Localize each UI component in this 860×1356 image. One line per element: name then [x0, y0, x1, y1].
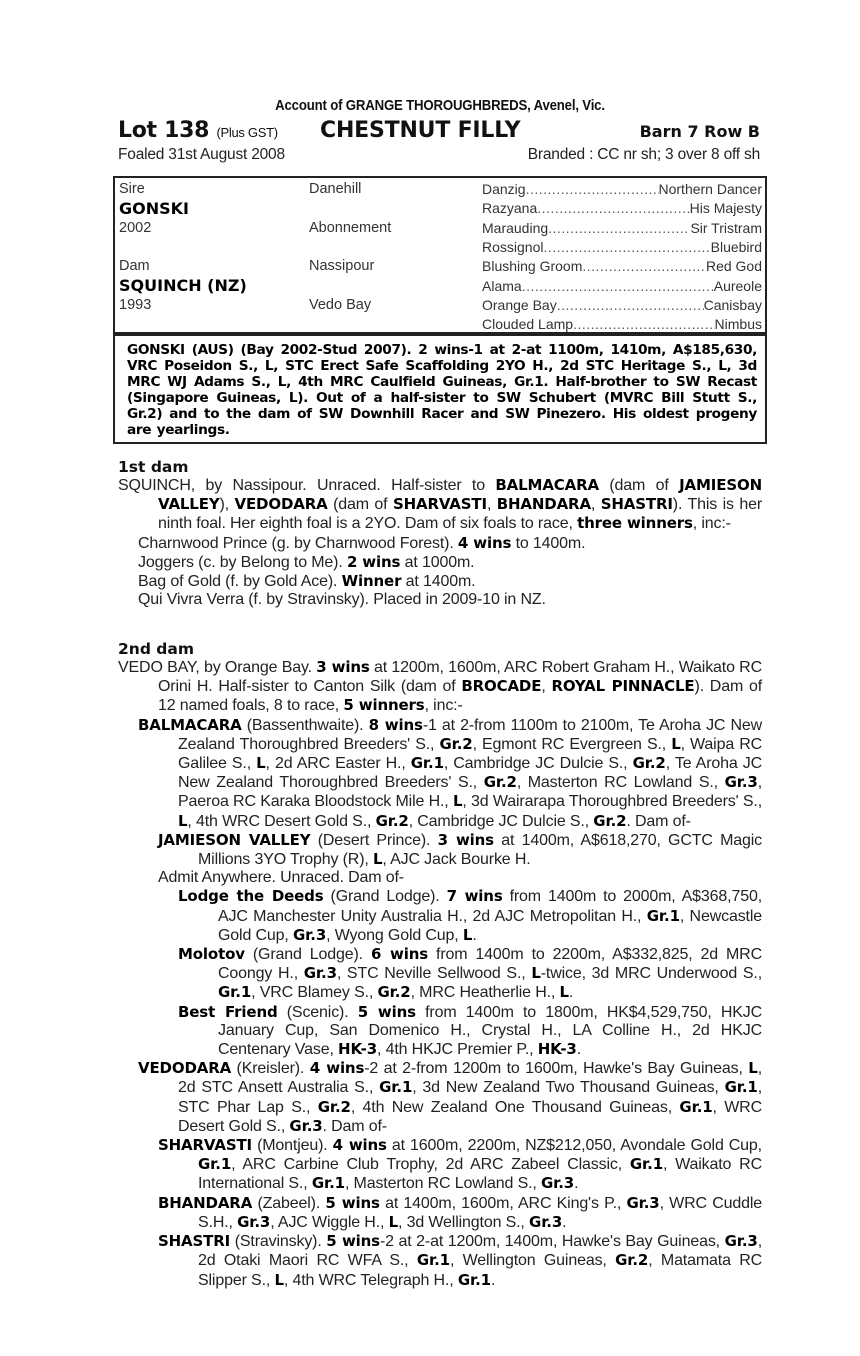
- text: .: [574, 1175, 579, 1193]
- text: VEDO BAY, by Orange Bay.: [118, 659, 317, 676]
- sire-label: Sire: [119, 181, 145, 197]
- text: , Wyong Gold Cup,: [326, 926, 463, 944]
- text: , Egmont RC Evergreen S.,: [472, 735, 672, 753]
- sire-summary-text: GONSKI (AUS) (Bay 2002-Stud 2007). 2 wins-1 at 2-at 1100m, 1410m, A$185,630, VRC Poseidon S., L, STC Erect Safe Scaffolding 2YO H., 2d STC Heritage S., L, 3d MRC WJ Adams S., L, 4th MRC Caulfield Guineas, Gr.1. Half-brother to SW Recast (Singapore Guineas, L). Out of a half-sister to SW Schubert (MVRC Bill Stutt S., Gr.2) and to the dam of SW Downhill Racer and SW Pinezero. His oldest progeny are yearlings.: [127, 342, 757, 438]
- text: .: [472, 926, 477, 944]
- wins: 2 wins: [346, 552, 401, 571]
- text: , 2d ARC Easter H.,: [265, 755, 411, 773]
- grade: Gr.1: [416, 1251, 450, 1270]
- text: -1 at 2-from 1100m to 2100m, Te Aroha JC New Zealand Thoroughbred Breeders' S.,: [178, 716, 763, 753]
- grade: Gr.1: [629, 1155, 663, 1174]
- wins: 8 wins: [368, 715, 423, 734]
- wins: 3 wins: [437, 830, 494, 849]
- progeny-entry: [138, 553, 762, 572]
- text: , AJC Wiggle H.,: [270, 1213, 389, 1231]
- great-grandparent-row: [482, 296, 762, 315]
- grade: Gr.3: [626, 1193, 660, 1212]
- great-grandparent-row: [482, 257, 762, 276]
- leader-dots: [543, 238, 710, 257]
- progeny-entry-lodge-the-deeds: [178, 887, 762, 945]
- great-grandparent-row: [482, 180, 762, 199]
- bold-name: JAMIESON VALLEY: [158, 830, 311, 849]
- gg-sire: Bluebird: [710, 239, 762, 255]
- pedigree-box: [113, 176, 767, 334]
- progeny-entry: [138, 534, 762, 553]
- leader-dots: [573, 315, 714, 334]
- great-grandparent-row: [482, 238, 762, 257]
- sire-year: 2002: [119, 220, 152, 236]
- text: , MRC Heatherlie H.,: [410, 984, 560, 1002]
- text: -2 at 2-at 1200m, 1400m, Hawke's Bay Guineas,: [379, 1233, 725, 1251]
- sire-summary-box: [113, 334, 767, 444]
- second-dam-intro: [118, 658, 762, 716]
- grade: L: [531, 964, 541, 983]
- foaled-date: Foaled 31st August 2008: [118, 146, 285, 163]
- granddam-maternal: Vedo Bay: [309, 297, 372, 313]
- text: , STC Phar Lap S.,: [178, 1079, 762, 1116]
- text: at 1400m.: [401, 573, 476, 591]
- grade: Gr.2: [377, 983, 411, 1002]
- bold-name: SHASTRI: [600, 495, 673, 514]
- dam-name: SQUINCH (NZ): [119, 276, 247, 295]
- text: , inc:-: [692, 515, 731, 533]
- progeny-entry-best-friend: [178, 1003, 762, 1060]
- grade: L: [462, 925, 473, 944]
- grade: L: [274, 1270, 284, 1289]
- text: , VRC Blamey S.,: [251, 984, 378, 1002]
- text: .: [490, 1271, 496, 1289]
- text: , 4th HKJC Premier P.,: [376, 1041, 538, 1059]
- gg-sire: Northern Dancer: [658, 181, 762, 197]
- leader-dots: [526, 180, 659, 199]
- gg-sire: His Majesty: [689, 200, 762, 216]
- progeny-entry: [138, 572, 762, 591]
- gg-name: Danzig: [482, 181, 526, 197]
- horse-type: CHESTNUT FILLY: [320, 118, 521, 143]
- grade: Gr.3: [303, 964, 337, 983]
- grade: L: [671, 734, 681, 753]
- great-grandparent-row: [482, 277, 762, 296]
- grade: L: [748, 1059, 758, 1078]
- progeny-entry-bhandara: [158, 1194, 762, 1232]
- gg-sire: Red God: [705, 258, 762, 274]
- text: at 1400m, 1600m, ARC King's P.,: [379, 1194, 627, 1212]
- text: from 1400m to 2200m, A$332,825, 2d MRC Coongy H.,: [218, 946, 762, 983]
- gg-name: Razyana: [482, 200, 538, 216]
- wins: 4 wins: [457, 533, 512, 552]
- lot-number: [118, 118, 278, 146]
- text: Charnwood Prince (g. by Charnwood Forest).: [138, 534, 458, 552]
- wins: Winner: [341, 572, 402, 591]
- text: . Dam of-: [322, 1117, 387, 1135]
- text: ,: [541, 678, 552, 696]
- first-dam-section: [118, 458, 762, 609]
- text: , Masterton RC Lowland S.,: [516, 774, 725, 792]
- progeny-entry-balmacara: [138, 716, 762, 831]
- text: . Dam of-: [626, 812, 691, 830]
- gg-sire: Nimbus: [714, 316, 762, 332]
- text: (Montjeu).: [251, 1137, 333, 1155]
- text: , AJC Jack Bourke H.: [382, 851, 531, 869]
- second-dam-section: [118, 640, 762, 1290]
- plus-gst-note: (Plus GST): [216, 125, 278, 140]
- grade: Gr.2: [632, 754, 666, 773]
- grade: Gr.1: [457, 1270, 491, 1289]
- text: (dam of: [598, 477, 680, 494]
- gg-name: Rossignol: [482, 239, 544, 255]
- bold-name: Best Friend: [178, 1002, 278, 1021]
- grade: Gr.3: [237, 1212, 271, 1231]
- wins: 5 wins: [325, 1193, 380, 1212]
- text: (Bassenthwaite).: [241, 716, 369, 734]
- grade: Gr.2: [615, 1251, 649, 1270]
- text: , Masterton RC Lowland S.,: [344, 1175, 541, 1193]
- first-dam-heading: 1st dam: [118, 458, 189, 476]
- gg-name: Marauding: [482, 220, 549, 236]
- text: , Wellington Guineas,: [449, 1252, 616, 1270]
- text: to 1400m.: [511, 534, 586, 552]
- grade: L: [559, 983, 569, 1002]
- great-grandparent-row: [482, 315, 762, 334]
- grandsire-maternal: Nassipour: [309, 258, 375, 274]
- gg-name: Orange Bay: [482, 297, 557, 313]
- text: at 1400m, A$618,270, GCTC Magic Millions 3YO Trophy (R),: [198, 831, 762, 869]
- text: , 4th New Zealand One Thousand Guineas,: [350, 1098, 680, 1116]
- grade: Gr.1: [218, 983, 252, 1002]
- text: , Newcastle Gold Cup,: [218, 907, 763, 944]
- leader-dots: [537, 199, 689, 218]
- progeny-entry-vedodara: [138, 1059, 762, 1136]
- text: at 1000m.: [400, 553, 475, 571]
- text: (Grand Lodge).: [244, 946, 371, 964]
- bold-name: three winners: [577, 514, 693, 533]
- bold-name: SHASTRI: [158, 1232, 231, 1251]
- text: from 1400m to 1800m, HK$4,529,750, HKJC January Cup, San Domenico H., Crystal H., LA Colline H., 2d HKJC Centenary Vase,: [218, 1003, 762, 1059]
- grade: L: [372, 850, 383, 869]
- barn-location: Barn 7 Row B: [639, 122, 760, 141]
- leader-dots: [557, 296, 704, 315]
- grade: Gr.2: [317, 1097, 351, 1116]
- gg-sire: Sir Tristram: [690, 220, 762, 236]
- progeny-entry-molotov: [178, 945, 762, 1003]
- wins: 3 wins: [316, 658, 370, 676]
- text: .: [562, 1213, 567, 1231]
- bold-name: BHANDARA: [496, 495, 591, 514]
- progeny-entry-admit-anywhere: Admit Anywhere. Unraced. Dam of-: [158, 869, 404, 887]
- text: ),: [219, 496, 235, 514]
- grade: L: [178, 811, 188, 830]
- gg-name: Alama: [482, 278, 522, 294]
- grade: Gr.2: [439, 734, 473, 753]
- grade: Gr.3: [293, 925, 327, 944]
- gg-sire: Canisbay: [703, 297, 762, 313]
- bold-name: BALMACARA: [495, 476, 599, 494]
- great-grandparent-row: [482, 219, 762, 238]
- text: , STC Neville Sellwood S.,: [336, 965, 532, 983]
- grade: Gr.3: [724, 1232, 758, 1251]
- dam-year: 1993: [119, 297, 152, 313]
- grade: L: [452, 792, 463, 811]
- text: -twice, 3d MRC Underwood S.,: [540, 965, 763, 983]
- text: , Te Aroha JC New Zealand Thoroughbred Breeders' S.,: [178, 755, 763, 792]
- text: , WRC Cuddle S.H.,: [198, 1194, 762, 1231]
- text: ,: [590, 496, 601, 514]
- brand-marks: Branded : CC nr sh; 3 over 8 off sh: [527, 146, 760, 163]
- grade: Gr.2: [483, 773, 517, 792]
- grade: HK-3: [537, 1040, 577, 1059]
- gg-name: Clouded Lamp: [482, 316, 574, 332]
- wins: 5 wins: [357, 1002, 416, 1021]
- bold-name: VEDODARA: [138, 1059, 232, 1078]
- grade: Gr.2: [593, 811, 627, 830]
- text: (dam of: [327, 496, 393, 514]
- bold-name: VEDODARA: [234, 495, 328, 514]
- text: , 2d Otaki Maori RC WFA S.,: [198, 1233, 762, 1270]
- bold-name: BROCADE: [461, 677, 542, 696]
- progeny-entry-jamieson-valley: [158, 831, 762, 869]
- text: (Desert Prince).: [310, 831, 438, 849]
- grade: Gr.3: [724, 773, 758, 792]
- progeny-entry-sharvasti: [158, 1136, 762, 1194]
- bold-name: SHARVASTI: [158, 1136, 252, 1155]
- grade: Gr.3: [540, 1174, 575, 1193]
- sire-name: GONSKI: [119, 199, 189, 218]
- text: , 3d Wellington S.,: [398, 1213, 530, 1231]
- grade: Gr.2: [375, 811, 409, 830]
- leader-dots: [582, 257, 706, 276]
- wins: 5 winners: [343, 696, 425, 715]
- dam-label: Dam: [119, 258, 150, 274]
- bold-name: Lodge the Deeds: [178, 887, 324, 906]
- text: SQUINCH, by Nassipour. Unraced. Half-sister to: [118, 477, 496, 494]
- text: , 3d New Zealand Two Thousand Guineas,: [412, 1079, 725, 1097]
- text: , 4th WRC Telegraph H.,: [283, 1271, 458, 1289]
- text: .: [576, 1041, 581, 1059]
- grade: Gr.3: [529, 1212, 563, 1231]
- grade: Gr.1: [379, 1078, 413, 1097]
- text: at 1200m, 1600m, ARC Robert Graham H., Waikato RC Orini H. Half-sister to Canton Silk (dam of: [158, 659, 762, 696]
- second-dam-heading: 2nd dam: [118, 640, 195, 658]
- grade: Gr.1: [198, 1155, 232, 1174]
- wins: 7 wins: [446, 887, 503, 906]
- text: -2 at 2-from 1200m to 1600m, Hawke's Bay Guineas,: [364, 1060, 749, 1078]
- text: (Scenic).: [277, 1003, 358, 1021]
- text: Joggers (c. by Belong to Me).: [138, 553, 347, 571]
- text: .: [568, 984, 574, 1002]
- text: ). This is her ninth foal. Her eighth foal is a 2YO. Dam of six foals to race,: [158, 496, 763, 533]
- text: , 2d STC Ansett Australia S.,: [178, 1060, 763, 1097]
- catalogue-page: [118, 94, 763, 1289]
- grade: Gr.1: [646, 906, 680, 925]
- wins: 4 wins: [309, 1059, 365, 1078]
- text: , Paeroa RC Karaka Bloodstock Mile H.,: [178, 774, 762, 811]
- foaled-row: [118, 144, 762, 166]
- grade: HK-3: [338, 1040, 377, 1059]
- text: at 1600m, 2200m, NZ$212,050, Avondale Gold Cup,: [386, 1137, 762, 1155]
- grade: Gr.3: [289, 1116, 323, 1135]
- text: (Grand Lodge).: [323, 888, 447, 906]
- lot-header: [118, 118, 762, 144]
- bold-name: BHANDARA: [158, 1193, 253, 1212]
- bold-name: SHARVASTI: [392, 495, 487, 514]
- text: , 3d Wairarapa Thoroughbred Breeders' S.,: [462, 793, 762, 811]
- granddam-paternal: Abonnement: [309, 220, 392, 236]
- leader-dots: [548, 219, 690, 238]
- progeny-entry: [138, 591, 762, 609]
- leader-dots: [522, 277, 714, 296]
- text: , Waikato RC International S.,: [198, 1156, 762, 1193]
- bold-name: Molotov: [178, 945, 245, 964]
- wins: 5 wins: [326, 1232, 380, 1251]
- wins: 6 wins: [370, 945, 429, 964]
- text: ,: [486, 496, 497, 514]
- first-dam-intro: [118, 476, 762, 534]
- bold-name: ROYAL PINNACLE: [551, 677, 695, 696]
- text: (Stravinsky).: [230, 1233, 327, 1251]
- grade: L: [388, 1212, 399, 1231]
- text: , ARC Carbine Club Trophy, 2d ARC Zabeel Classic,: [231, 1156, 630, 1174]
- vendor-account: Account of GRANGE THOROUGHBREDS, Avenel, Vic.: [275, 97, 605, 114]
- gg-name: Blushing Groom: [482, 258, 583, 274]
- bold-name: JAMIESON VALLEY: [158, 476, 762, 514]
- grade: Gr.1: [724, 1078, 758, 1097]
- text: , 4th WRC Desert Gold S.,: [187, 812, 376, 830]
- great-grandparent-row: [482, 199, 762, 218]
- lot-label: Lot 138: [118, 118, 210, 143]
- grandsire-paternal: Danehill: [309, 181, 362, 197]
- text: , WRC Desert Gold S.,: [178, 1098, 762, 1135]
- progeny-entry-shastri: [158, 1232, 762, 1290]
- text: , Cambridge JC Dulcie S.,: [408, 812, 594, 830]
- grade: Gr.1: [410, 754, 444, 773]
- text: ). Dam of 12 named foals, 8 to race,: [158, 678, 762, 715]
- text: , inc:-: [424, 697, 463, 715]
- wins: 4 wins: [332, 1136, 387, 1155]
- grade: Gr.1: [311, 1174, 345, 1193]
- text: , Waipa RC Galilee S.,: [178, 735, 763, 773]
- gg-sire: Aureole: [713, 278, 762, 294]
- bold-name: BALMACARA: [138, 715, 242, 734]
- text: from 1400m to 2000m, A$368,750, AJC Manchester Unity Australia H., 2d AJC Metropolitan H.,: [218, 888, 762, 925]
- grade: L: [256, 754, 266, 773]
- text: (Zabeel).: [252, 1194, 326, 1212]
- text: , Cambridge JC Dulcie S.,: [443, 755, 633, 773]
- text: (Kreisler).: [231, 1060, 310, 1078]
- text: , Matamata RC Slipper S.,: [198, 1252, 763, 1289]
- text: Qui Vivra Verra (f. by Stravinsky). Placed in 2009-10 in NZ.: [138, 591, 546, 609]
- grade: Gr.1: [679, 1097, 713, 1116]
- text: Bag of Gold (f. by Gold Ace).: [138, 573, 342, 591]
